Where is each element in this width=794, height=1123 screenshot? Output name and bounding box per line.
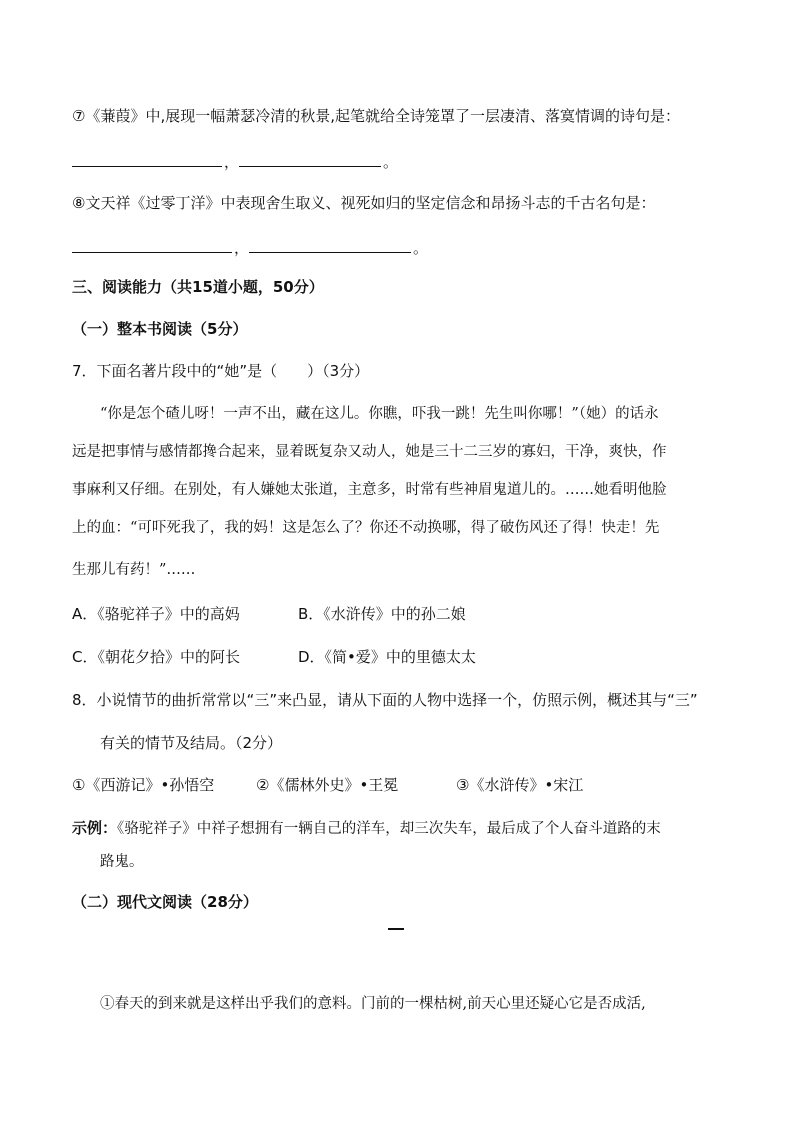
example xyxy=(72,818,661,839)
example-label: 示例： xyxy=(72,819,118,837)
option-c[interactable]: C．《朝花夕拾》中的阿长 xyxy=(72,648,240,666)
answer-blank[interactable] xyxy=(249,238,411,253)
part-title: （一）整本书阅读（5分） xyxy=(72,320,248,338)
passage-line: 生那儿有药！”…… xyxy=(72,562,196,578)
poem-answer-7 xyxy=(72,152,398,172)
choice-item: ①《西游记》•孙悟空 xyxy=(72,776,215,794)
option-d[interactable]: D．《简•爱》中的里德太太 xyxy=(298,648,476,666)
part-title: （二）现代文阅读（28分） xyxy=(72,893,258,911)
poem-question-8-prompt: ⑧文天祥《过零丁洋》中表现舍生取义、视死如归的坚定信念和昂扬斗志的千古名句是： xyxy=(72,194,656,212)
passage-line: 事麻利又仔细。在别处，有人嫌她太张道，主意多，时常有些神眉鬼道儿的。……她看明他脸 xyxy=(72,482,667,498)
period: 。 xyxy=(413,239,429,257)
option-a[interactable]: A．《骆驼祥子》中的高妈 xyxy=(72,605,240,623)
question-8-stem-cont: 有关的情节及结局。（2分） xyxy=(100,734,283,752)
poem-question-7 xyxy=(72,106,680,126)
section-title: 三、阅读能力（共15道小题，50分） xyxy=(72,278,324,296)
options-row-1 xyxy=(72,604,466,624)
article-first-line: ①春天的到来就是这样出乎我们的意料。门前的一棵枯树,前天心里还疑心它是否成活, xyxy=(100,996,646,1012)
example-text: 《骆驼祥子》中祥子想拥有一辆自己的洋车，却三次失车，最后成了个人奋斗道路的末 xyxy=(117,821,661,837)
period: 。 xyxy=(383,153,399,171)
character-choices xyxy=(72,775,583,795)
comma: ， xyxy=(224,153,240,171)
poem-question-7-prompt: ⑦《蒹葭》中,展现一幅萧瑟冷清的秋景,起笔就给全诗笼罩了一层凄清、落寞情调的诗句是： xyxy=(72,107,680,125)
passage-line: 远是把事情与感情都搀合起来，显着既复杂又动人，她是三十二三岁的寡妇，干净，爽快，作 xyxy=(72,444,667,460)
answer-blank[interactable] xyxy=(72,152,222,167)
options-row-2 xyxy=(72,647,476,667)
answer-blank[interactable] xyxy=(239,152,381,167)
example-text-cont: 路鬼。 xyxy=(100,854,144,870)
choice-item: ②《儒林外史》•王冕 xyxy=(256,776,399,794)
question-8-stem: 8．小说情节的曲折常常以“三”来凸显，请从下面的人物中选择一个，仿照示例，概述其与“三” xyxy=(72,691,698,709)
choice-item: ③《水浒传》•宋江 xyxy=(456,776,584,794)
passage-line: 上的血：“可吓死我了，我的妈！这是怎么了？你还不动换哪，得了破伤风还了得！快走！先 xyxy=(72,520,660,536)
poem-answer-8 xyxy=(72,238,428,258)
poem-question-8 xyxy=(72,193,655,213)
answer-blank[interactable] xyxy=(72,238,232,253)
option-b[interactable]: B．《水浒传》中的孙二娘 xyxy=(298,605,466,623)
passage-line: “你是怎个碴儿呀！一声不出，藏在这儿。你瞧，吓我一跳！先生叫你哪！”（她）的话永 xyxy=(100,406,659,422)
article-number-mark xyxy=(388,928,404,930)
question-7-stem: 7．下面名著片段中的“她”是（ ）（3分） xyxy=(72,362,370,380)
comma: ， xyxy=(234,239,250,257)
